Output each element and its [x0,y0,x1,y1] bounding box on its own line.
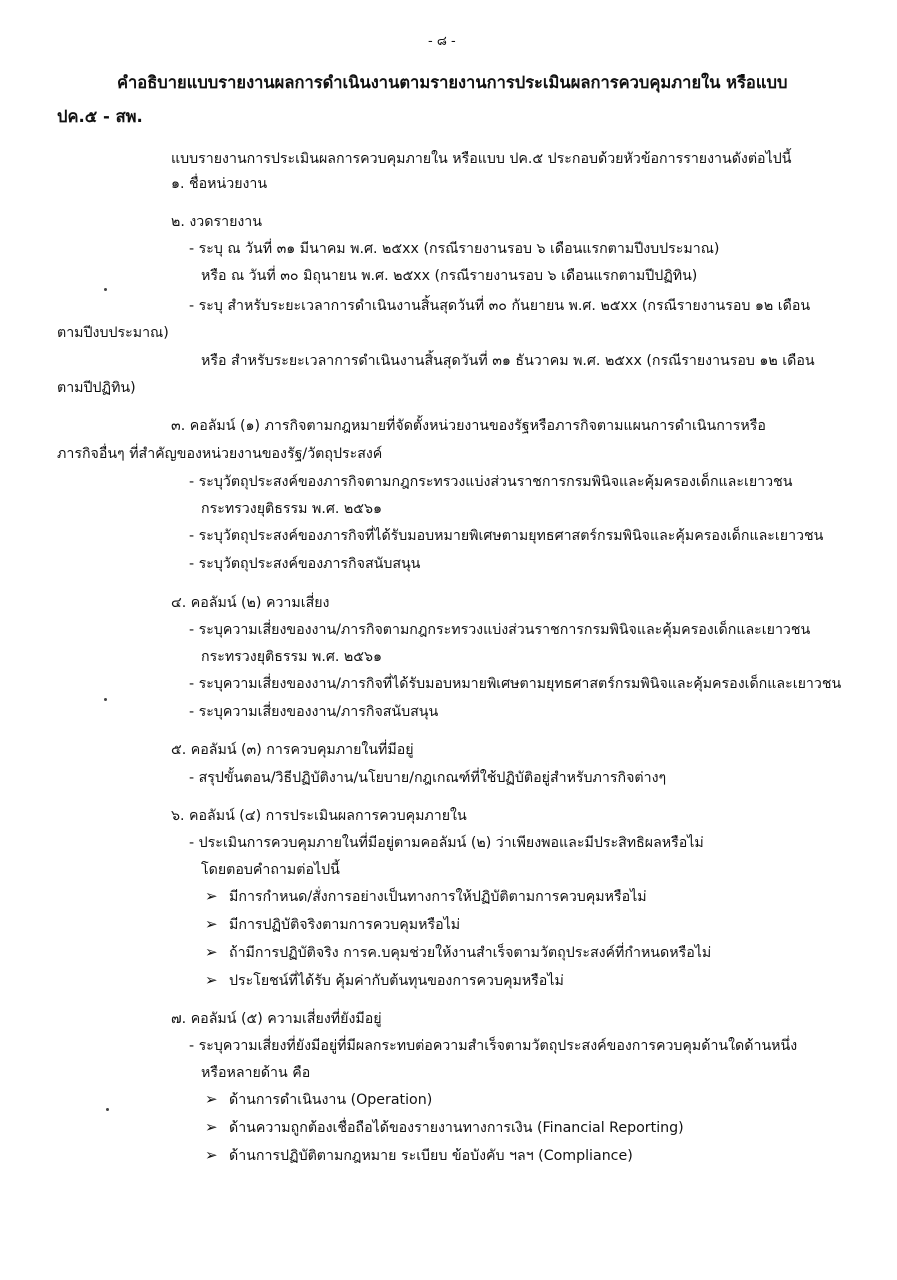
section-7-heading: ๗. คอลัมน์ (๕) ความเสี่ยงที่ยังมีอยู่ [171,1011,382,1027]
bullet-text: ด้านการปฏิบัติตามกฎหมาย ระเบียบ ข้อบังคับ ฯลฯ (Compliance) [229,1148,633,1164]
section-4-heading: ๔. คอลัมน์ (๒) ความเสี่ยง [171,595,330,611]
section-2-line-2: หรือ ณ วันที่ ๓๐ มิถุนายน พ.ศ. ๒๕xx (กรณีรายงานรอบ ๖ เดือนแรกตามปีปฏิทิน) [201,268,698,284]
section-5-heading: ๕. คอลัมน์ (๓) การควบคุมภายในที่มีอยู่ [171,742,414,758]
section-5-line-1: - สรุปขั้นตอน/วิธีปฏิบัติงาน/นโยบาย/กฎเกณฑ์ที่ใช้ปฏิบัติอยู่สำหรับภารกิจต่างๆ [189,770,667,786]
scan-speck [106,1108,109,1111]
bullet-text: ด้านการดำเนินงาน (Operation) [229,1092,433,1108]
section-3-line-4: - ระบุวัตถุประสงค์ของภารกิจที่ได้รับมอบหมายพิเศษตามยุทธศาสตร์กรมพินิจและคุ้มครองเด็กและเยาวชน [189,528,824,544]
section-4-line-4: - ระบุความเสี่ยงของงาน/ภารกิจสนับสนุน [189,704,439,720]
section-3-line-3: กระทรวงยุติธรรม พ.ศ. ๒๕๖๑ [201,501,382,517]
section-2-line-4: ตามปีงบประมาณ) [57,325,169,341]
section-6-heading: ๖. คอลัมน์ (๔) การประเมินผลการควบคุมภายใน [171,808,467,824]
section-7-bullet-1 [205,1089,432,1111]
section-6-bullet-4 [205,970,564,992]
bullet-text: มีการปฏิบัติจริงตามการควบคุมหรือไม่ [229,917,461,933]
scan-speck [104,698,107,701]
section-7-bullet-2 [205,1117,684,1139]
section-2-line-1: - ระบุ ณ วันที่ ๓๑ มีนาคม พ.ศ. ๒๕xx (กรณีรายงานรอบ ๖ เดือนแรกตามปีงบประมาณ) [189,241,720,257]
arrow-bullet-icon: ➢ [205,1146,218,1164]
arrow-bullet-icon: ➢ [205,1118,218,1136]
bullet-text: ถ้ามีการปฏิบัติจริง การค.บคุมช่วยให้งานสำเร็จตามวัตถุประสงค์ที่กำหนดหรือไม่ [229,945,712,961]
page-number: - ๘ - [428,34,456,49]
arrow-bullet-icon: ➢ [205,887,218,905]
bullet-text: มีการกำหนด/สั่งการอย่างเป็นทางการให้ปฏิบัติตามการควบคุมหรือไม่ [229,889,647,905]
bullet-text: ประโยชน์ที่ได้รับ คุ้มค่ากับต้นทุนของการควบคุมหรือไม่ [229,973,564,989]
section-3-heading: ๓. คอลัมน์ (๑) ภารกิจตามกฎหมายที่จัดตั้งหน่วยงานของรัฐหรือภารกิจตามแผนการดำเนินการหรือ [171,418,766,434]
title-line-2: ปค.๕ - สพ. [57,107,143,126]
section-6-line-2: โดยตอบคำถามต่อไปนี้ [201,862,340,878]
section-3-line-1: ภารกิจอื่นๆ ที่สำคัญของหน่วยงานของรัฐ/วัตถุประสงค์ [57,446,383,462]
section-6-bullet-1 [205,886,647,908]
arrow-bullet-icon: ➢ [205,915,218,933]
section-6-line-1: - ประเมินการควบคุมภายในที่มีอยู่ตามคอลัมน์ (๒) ว่าเพียงพอและมีประสิทธิผลหรือไม่ [189,835,704,851]
arrow-bullet-icon: ➢ [205,971,218,989]
section-7-bullet-3 [205,1145,633,1167]
scan-speck [104,288,107,291]
section-7-line-1: - ระบุความเสี่ยงที่ยังมีอยู่ที่มีผลกระทบต่อความสำเร็จตามวัตถุประสงค์ของการควบคุมด้านใดด้านหนึ่ง [189,1038,798,1054]
section-1-heading: ๑. ชื่อหน่วยงาน [171,176,268,192]
section-7-line-2: หรือหลายด้าน คือ [201,1065,311,1081]
section-6-bullet-2 [205,914,460,936]
arrow-bullet-icon: ➢ [205,1090,218,1108]
section-2-line-5: หรือ สำหรับระยะเวลาการดำเนินงานสิ้นสุดวันที่ ๓๑ ธันวาคม พ.ศ. ๒๕xx (กรณีรายงานรอบ ๑๒ เดือน [201,353,815,369]
section-2-line-3: - ระบุ สำหรับระยะเวลาการดำเนินงานสิ้นสุดวันที่ ๓๐ กันยายน พ.ศ. ๒๕xx (กรณีรายงานรอบ ๑๒ เดือน [189,298,811,314]
section-4-line-2: กระทรวงยุติธรรม พ.ศ. ๒๕๖๑ [201,649,382,665]
title-line-1: คำอธิบายแบบรายงานผลการดำเนินงานตามรายงานการประเมินผลการควบคุมภายใน หรือแบบ [117,73,788,92]
intro-text: แบบรายงานการประเมินผลการควบคุมภายใน หรือแบบ ปค.๕ ประกอบด้วยหัวข้อการรายงานดังต่อไปนี้ [171,151,792,167]
section-3-line-5: - ระบุวัตถุประสงค์ของภารกิจสนับสนุน [189,556,421,572]
arrow-bullet-icon: ➢ [205,943,218,961]
section-3-line-2: - ระบุวัตถุประสงค์ของภารกิจตามกฎกระทรวงแบ่งส่วนราชการกรมพินิจและคุ้มครองเด็กและเยาวชน [189,474,793,490]
bullet-text: ด้านความถูกต้องเชื่อถือได้ของรายงานทางการเงิน (Financial Reporting) [229,1120,684,1136]
section-4-line-3: - ระบุความเสี่ยงของงาน/ภารกิจที่ได้รับมอบหมายพิเศษตามยุทธศาสตร์กรมพินิจและคุ้มครองเด็กและเยาวชน [189,676,842,692]
section-6-bullet-3 [205,942,711,964]
section-2-line-6: ตามปีปฏิทิน) [57,380,136,396]
section-4-line-1: - ระบุความเสี่ยงของงาน/ภารกิจตามกฎกระทรวงแบ่งส่วนราชการกรมพินิจและคุ้มครองเด็กและเยาวชน [189,622,811,638]
section-2-heading: ๒. งวดรายงาน [171,214,262,230]
